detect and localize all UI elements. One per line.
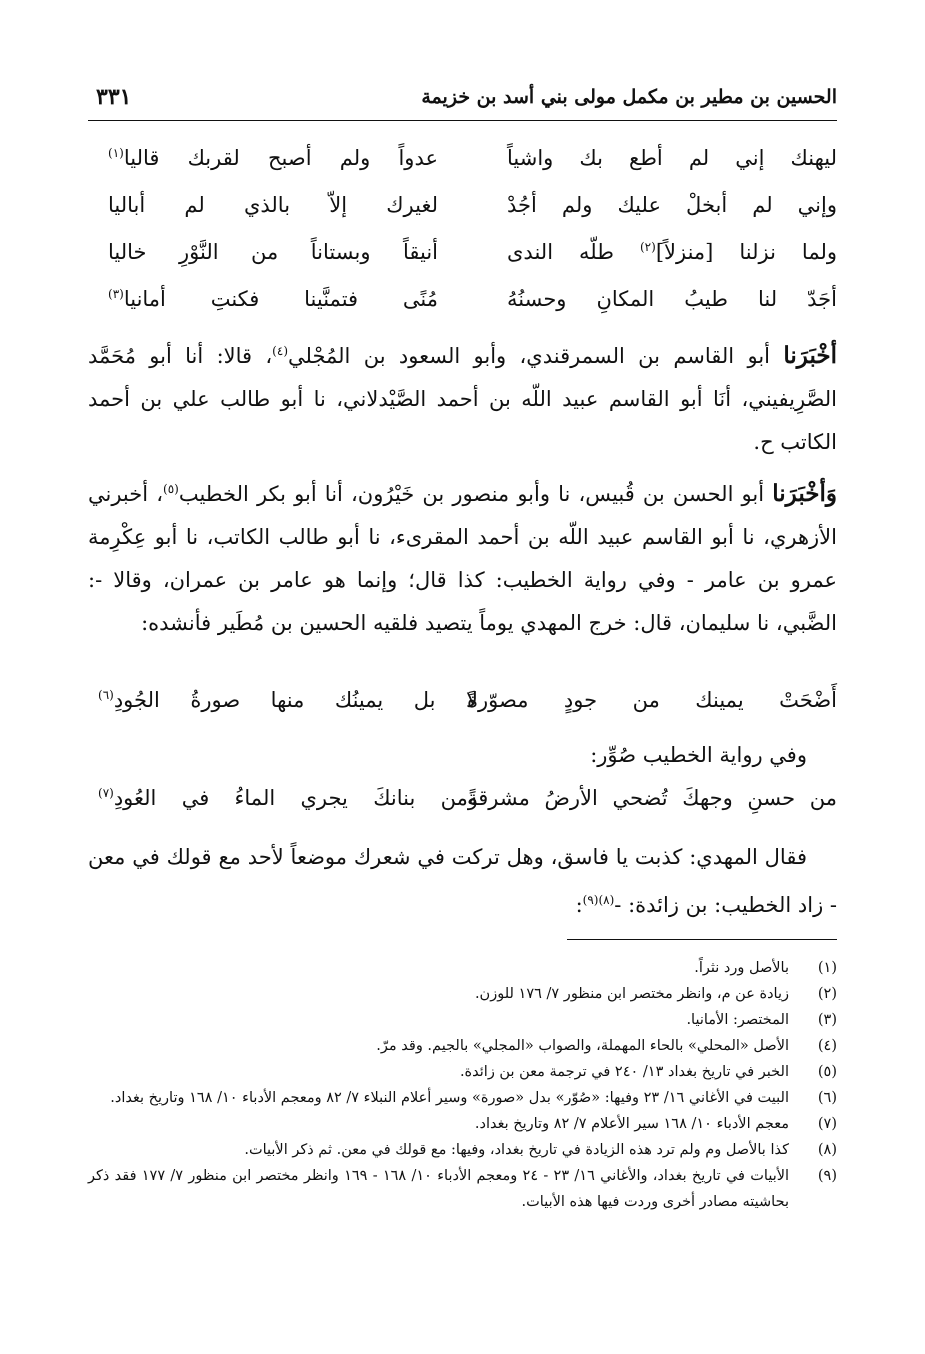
paragraph-1-text-b: ، قالا: أنا أبو مُحَمَّد الصَّرِيفيني، أنَا أبو القاسم عبيد اللّه بن أحمد الصَّيْدلاني، نا أبو طالب علي بن أحمد الكاتب ح. bbox=[88, 344, 837, 454]
verse-3-first-tail: طلّه الندى bbox=[507, 240, 640, 264]
footnote-8 bbox=[88, 1137, 837, 1163]
verse-5-second-text: لا بل يمينُك منها صورةُ الجُودِ bbox=[113, 688, 478, 712]
footnote-number: (٤) bbox=[817, 1038, 837, 1054]
verse-6 bbox=[88, 786, 837, 828]
verse-2-first-hemistich: وإني لم أبخلْ عليك ولم أجُدْ bbox=[507, 193, 837, 217]
verse-4-second-hemistich bbox=[108, 287, 438, 311]
footnote-separator bbox=[567, 939, 837, 940]
verse-1-second-hemistich bbox=[108, 146, 438, 170]
verse-3 bbox=[88, 240, 837, 287]
verse-1-second-text: عدواً ولم أصبح لقربك قاليا bbox=[123, 146, 438, 170]
verse-1 bbox=[88, 146, 837, 193]
keyword-wa-akhbarana: وَأخْبَرَنا bbox=[772, 480, 837, 507]
khatib-variant-line: وفي رواية الخطيب صُوِّر: bbox=[590, 743, 807, 767]
page-number: ٣٣١ bbox=[96, 84, 132, 110]
footnote-number: (١) bbox=[817, 960, 837, 976]
footnote-number: (٥) bbox=[817, 1064, 837, 1080]
footnote-ref-4: (٤) bbox=[272, 344, 288, 358]
paragraph-1 bbox=[88, 330, 837, 464]
footnote-ref-8-9: (٨)(٩) bbox=[582, 893, 615, 907]
footnote-5 bbox=[88, 1059, 837, 1085]
footnote-ref-6: (٦) bbox=[98, 688, 114, 702]
footnote-4 bbox=[88, 1033, 837, 1059]
footnote-6 bbox=[88, 1085, 837, 1111]
footnote-ref-5: (٥) bbox=[163, 482, 179, 496]
verse-4-second-text: مُنًى فتمنَّينا فكنتِ أمانيا bbox=[123, 287, 438, 311]
verse-4-first-hemistich: أجَدّ لنا طيبُ المكانِ وحسنُهُ bbox=[507, 287, 837, 311]
footnote-text: البيت في الأغاني ١٦/ ٢٣ وفيها: «صُوّر» بدل «صورة» وسير أعلام النبلاء ٧/ ٨٢ ومعجم الأدباء ١٠/ ١٦٨ وتاريخ بغداد. bbox=[110, 1090, 789, 1106]
verse-4 bbox=[88, 287, 837, 334]
footnote-text: الأبيات في تاريخ بغداد، والأغاني ١٦/ ٢٣ - ٢٤ ومعجم الأدباء ١٠/ ١٦٨ - ١٦٩ وانظر مختصر ابن منظور ٧/ ١٧٧ فقد ذكر بحاشيته مصادر أخرى وردت فيها هذه الأبيات. bbox=[88, 1168, 790, 1210]
verse-5-first-hemistich: أَضْحَتْ يمينك من جودٍ مصوّرةً bbox=[467, 688, 837, 712]
footnote-number: (٧) bbox=[817, 1116, 837, 1132]
footnote-text: المختصر: الأمانيا. bbox=[686, 1012, 789, 1028]
verse-6-second-hemistich bbox=[98, 786, 478, 810]
poem-top bbox=[88, 146, 837, 334]
verse-5-second-hemistich bbox=[98, 688, 478, 712]
paragraph-2-text-b: ، أخبرني الأزهري، نا أبو القاسم عبيد اللّه بن أحمد المقرىء، نا أبو طالب الكاتب، نا أبو عِكْرِمة عمرو بن عامر - وفي رواية الخطيب: كذا قال؛ وإنما هو عامر بن عمران، وقالا -: الضَّبي، نا سليمان، قال: خرج المهدي يوماً يتصيد فلقيه الحسين بن مُطَير فأنشده: bbox=[88, 482, 837, 635]
paragraph-1-text-a: أبو القاسم بن السمرقندي، وأبو السعود بن المُجْلي bbox=[288, 344, 784, 368]
verse-2 bbox=[88, 193, 837, 240]
verse-1-first-hemistich: ليهنك إني لم أطع بك واشياً bbox=[507, 146, 837, 170]
paragraph-2-text-a: أبو الحسن بن قُبيس، نا وأبو منصور بن خَيْرُون، أنا أبو بكر الخطيب bbox=[178, 482, 773, 506]
verse-3-first-text: ولما نزلنا [منزلاً] bbox=[655, 240, 838, 264]
page-header bbox=[88, 82, 837, 116]
verse-6-first-hemistich: من حسنِ وجهكَ تُضحي الأرضُ مشرقةً bbox=[467, 786, 837, 810]
verse-3-second-hemistich: أنيقاً وبستاناً من النَّوْرِ خاليا bbox=[108, 240, 438, 264]
running-title: الحسين بن مطير بن مكمل مولى بني أسد بن خزيمة bbox=[421, 86, 837, 108]
footnote-number: (٦) bbox=[817, 1090, 837, 1106]
verse-3-first-hemistich bbox=[507, 240, 837, 264]
footnote-text: بالأصل ورد نثراً. bbox=[694, 960, 789, 976]
footnote-7 bbox=[88, 1111, 837, 1137]
footnote-text: معجم الأدباء ١٠/ ١٦٨ سير الأعلام ٧/ ٨٢ وتاريخ بغداد. bbox=[474, 1116, 789, 1132]
footnote-text: كذا بالأصل وم ولم ترد هذه الزيادة في تاريخ بغداد، وفيها: مع قولك في معن. ثم ذكر الأبيات. bbox=[244, 1142, 789, 1158]
paragraph-3-text-a: فقال المهدي: كذبت يا فاسق، وهل تركت في شعرك موضعاً لأحد مع قولك في معن - زاد الخطيب: بن زائدة: - bbox=[88, 845, 837, 917]
paragraph-3-text-b: : bbox=[575, 893, 583, 917]
footnote-ref-1: (١) bbox=[108, 146, 124, 160]
footnote-number: (٩) bbox=[817, 1168, 837, 1184]
footnotes bbox=[88, 955, 837, 1215]
footnote-2 bbox=[88, 981, 837, 1007]
footnote-text: الأصل «المحلي» بالحاء المهملة، والصواب «المجلي» بالجيم. وقد مرّ. bbox=[376, 1038, 789, 1054]
footnote-ref-7: (٧) bbox=[98, 786, 114, 800]
verse-2-second-hemistich: لغيرك إلاّ بالذي لم أباليا bbox=[108, 193, 438, 217]
keyword-akhbarana: أخْبَرَنا bbox=[783, 342, 837, 369]
header-rule bbox=[88, 120, 837, 121]
footnote-text: الخبر في تاريخ بغداد ١٣/ ٢٤٠ في ترجمة معن بن زائدة. bbox=[459, 1064, 789, 1080]
footnote-ref-3: (٣) bbox=[108, 287, 124, 301]
footnote-3 bbox=[88, 1007, 837, 1033]
footnote-number: (٣) bbox=[817, 1012, 837, 1028]
verse-5 bbox=[88, 688, 837, 730]
footnote-text: زيادة عن م، وانظر مختصر ابن منظور ٧/ ١٧٦ للوزن. bbox=[474, 986, 789, 1002]
footnote-1 bbox=[88, 955, 837, 981]
paragraph-3 bbox=[88, 836, 837, 927]
footnote-number: (٢) bbox=[817, 986, 837, 1002]
verse-6-second-text: ومن بنانكَ يجري الماءُ في العُودِ bbox=[113, 786, 478, 810]
footnote-9 bbox=[88, 1163, 837, 1215]
footnote-number: (٨) bbox=[817, 1142, 837, 1158]
footnote-ref-2: (٢) bbox=[639, 240, 656, 254]
paragraph-2 bbox=[88, 468, 837, 645]
